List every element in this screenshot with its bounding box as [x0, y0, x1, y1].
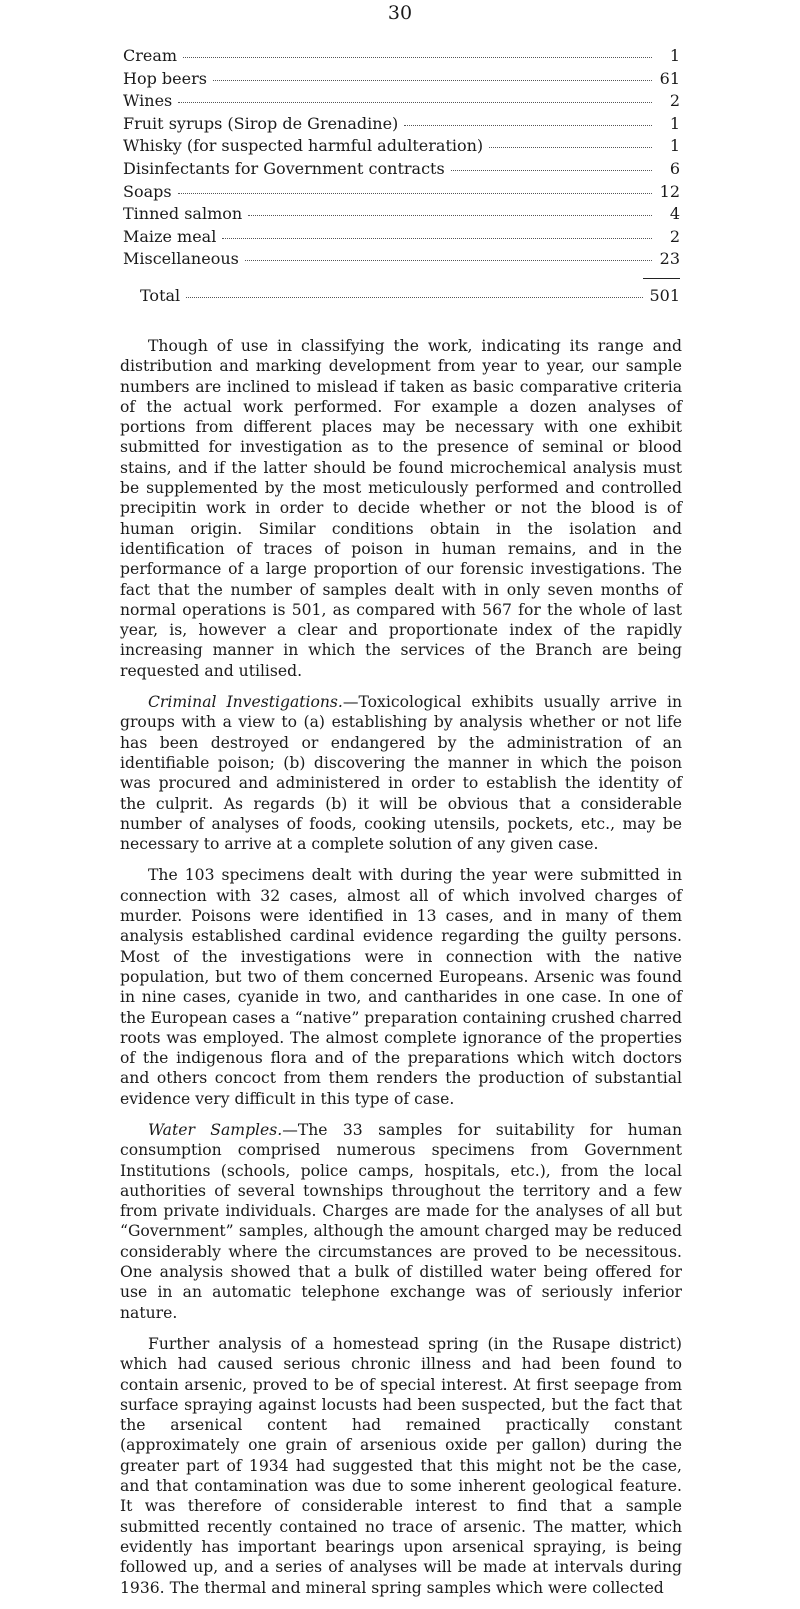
- paragraph-text: The 103 specimens dealt with during the year were submitted in connection with 32 cases, almost all of which involved charges of murder. Poisons were identified in 13 cases, and in many of them analysis established cardinal evidence regarding the guilty persons. Most of the investigations were in connection with the native population, but two of them concerned Europeans. Arsenic was found in nine cases, cyanide in two, and cantharides in one case. In one of the European cases a “native” preparation containing crushed charred roots was employed. The almost complete ignorance of the properties of the indigenous flora and of the preparations which witch doctors and others concoct from them renders the production of substantial evidence very difficult in this type of case.: [120, 866, 682, 1108]
- row-value: 2: [669, 226, 680, 246]
- row-value: 6: [669, 158, 680, 178]
- total-label: Total: [140, 286, 181, 305]
- table-row: [123, 249, 680, 272]
- dot-leader: [404, 125, 652, 126]
- row-label: Whisky (for suspected harmful adulteration): [123, 136, 484, 156]
- paragraph: [120, 336, 682, 681]
- row-value: 4: [669, 204, 680, 224]
- table-row: [123, 91, 680, 114]
- total-row: [140, 286, 680, 309]
- row-value: 1: [669, 46, 680, 65]
- row-value: 12: [659, 181, 680, 201]
- dot-leader: [186, 297, 643, 298]
- total-value: 501: [649, 286, 680, 305]
- paragraph: [120, 692, 682, 854]
- dot-leader: [178, 102, 652, 103]
- dot-leader: [451, 170, 652, 171]
- table-row: [123, 114, 680, 137]
- body-text: [120, 336, 682, 1609]
- section-heading: Water Samples.: [148, 1120, 283, 1139]
- sample-count-table: [123, 46, 680, 272]
- paragraph-text: —Toxicological exhibits usually arrive in groups with a view to (a) establishing by analysis whether or not life has been destroyed or endangered by the administration of an identifiable poison; (b) discovering the manner in which the poison was procured and administered in order to establish the identity of the culprit. As regards (b) it will be obvious that a considerable number of analyses of foods, cooking utensils, pockets, etc., may be necessary to arrive at a complete solution of any given case.: [120, 693, 682, 854]
- paragraph-text: Though of use in classifying the work, indicating its range and distribution and marking development from year to year, our sample numbers are inclined to mislead if taken as basic comparative criteria of the actual work performed. For example a dozen analyses of portions from different places may be necessary with one exhibit submitted for investigation as to the presence of seminal or blood stains, and if the latter should be found microchemical analysis must be supplemented by the most meticulously performed and controlled precipitin work in order to decide whether or not the blood is of human origin. Similar conditions obtain in the isolation and identification of traces of poison in human remains, and in the performance of a large proportion of our forensic investigations. The fact that the number of samples dealt with in only seven months of normal operations is 501, as compared with 567 for the whole of last year, is, however a clear and proportionate index of the rapidly increasing manner in which the services of the Branch are being requested and utilised.: [120, 337, 682, 680]
- table-row: [123, 136, 680, 159]
- page-number: 30: [387, 2, 413, 24]
- paragraph: [120, 865, 682, 1109]
- row-value: 61: [659, 68, 680, 88]
- dot-leader: [178, 193, 652, 194]
- row-label: Hop beers: [123, 68, 207, 88]
- row-value: 1: [669, 136, 680, 156]
- table-row: [123, 159, 680, 182]
- row-value: 1: [669, 113, 680, 133]
- table-row: [123, 182, 680, 205]
- table-row: [123, 69, 680, 92]
- paragraph-text: Further analysis of a homestead spring (in the Rusape district) which had caused serious chronic illness and had been found to contain arsenic, proved to be of special interest. At first seepage from surface spraying against locusts had been suspected, but the fact that the arsenical content had remained practically constant (approximately one grain of arsenious oxide per gallon) during the greater part of 1934 had suggested that this might not be the case, and that contamination was due to some inherent geological feature. It was therefore of considerable interest to find that a sample submitted recently contained no trace of arsenic. The matter, which evidently has important bearings upon arsenical spraying, is being followed up, and a series of analyses will be made at intervals during 1936. The thermal and mineral spring samples which were collected: [120, 1334, 682, 1597]
- table-row: [123, 227, 680, 250]
- row-label: Cream: [123, 46, 178, 65]
- dot-leader: [245, 260, 652, 261]
- row-value: 23: [659, 249, 680, 269]
- row-label: Maize meal: [123, 226, 217, 246]
- dot-leader: [183, 57, 652, 58]
- paragraph: [120, 1334, 682, 1598]
- row-label: Disinfectants for Government contracts: [123, 158, 445, 178]
- table-row: [123, 46, 680, 69]
- row-label: Tinned salmon: [123, 204, 243, 224]
- section-heading: Criminal Investigations.: [148, 693, 343, 712]
- table-row: [123, 204, 680, 227]
- dot-leader: [213, 80, 652, 81]
- dot-leader: [489, 147, 652, 148]
- row-label: Miscellaneous: [123, 249, 239, 269]
- dot-leader: [248, 215, 652, 216]
- row-label: Wines: [123, 91, 173, 111]
- row-label: Fruit syrups (Sirop de Grenadine): [123, 113, 399, 133]
- paragraph: [120, 1120, 682, 1323]
- total-rule: [643, 278, 680, 279]
- row-label: Soaps: [123, 181, 172, 201]
- dot-leader: [222, 238, 652, 239]
- row-value: 2: [669, 91, 680, 111]
- paragraph-text: —The 33 samples for suitability for human consumption comprised numerous specimens from Government Institutions (schools, police camps, hospitals, etc.), from the local authorities of several townships throughout the territory and a few from private individuals. Charges are made for the analyses of all but “Government” samples, although the amount charged may be reduced considerably where the circumstances are proved to be necessitous. One analysis showed that a bulk of distilled water being offered for use in an automatic telephone exchange was of seriously inferior nature.: [120, 1120, 682, 1322]
